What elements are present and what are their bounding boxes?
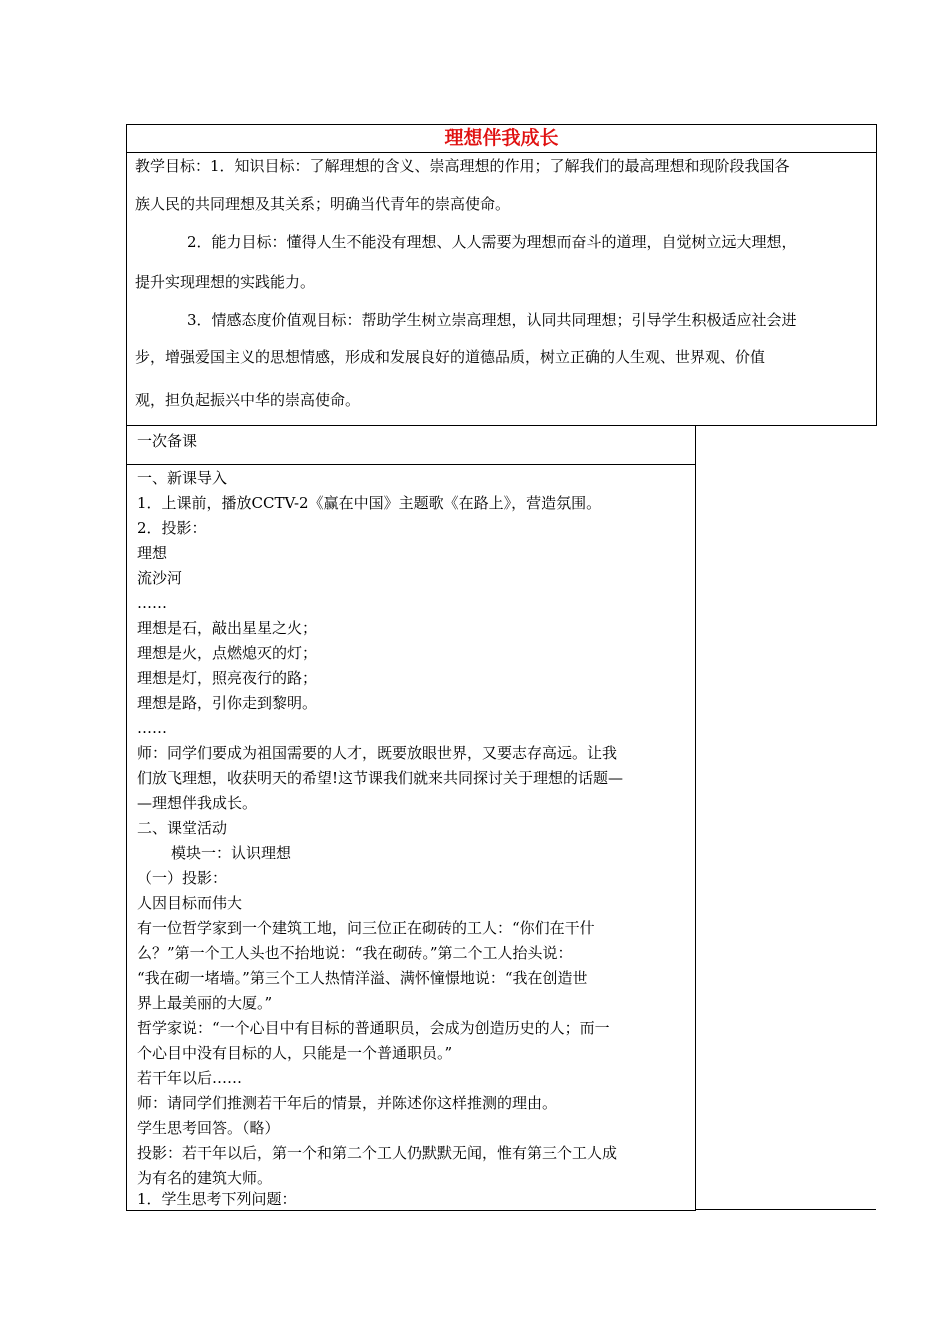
body-line: ……: [137, 719, 167, 737]
body-line: ……: [137, 594, 167, 612]
section-divider: [127, 464, 695, 465]
body-line: 界上最美丽的大厦。”: [137, 994, 273, 1012]
objective-line: 观，担负起振兴中华的崇高使命。: [135, 391, 361, 409]
body-line: 有一位哲学家到一个建筑工地，问三位正在砌砖的工人：“你们在干什: [137, 919, 595, 937]
body-line: 理想: [137, 544, 168, 562]
objectives-table: [126, 124, 877, 426]
body-line: 理想是火，点燃熄灭的灯；: [137, 644, 318, 662]
objective-line: 2．能力目标：懂得人生不能没有理想、人人需要为理想而奋斗的道理，自觉树立远大理想，: [187, 233, 797, 251]
body-line: 流沙河: [137, 569, 183, 587]
objective-line: 步，增强爱国主义的思想情感，形成和发展良好的道德品质，树立正确的人生观、世界观、价值: [135, 348, 766, 366]
body-line: 2．投影：: [137, 519, 207, 537]
objective-line: 族人民的共同理想及其关系；明确当代青年的崇高使命。: [135, 195, 511, 213]
objective-line: 教学目标：1．知识目标：了解理想的含义、崇高理想的作用；了解我们的最高理想和现阶段我国各: [135, 157, 790, 175]
body-line: “我在砌一堵墙。”第三个工人热情洋溢、满怀憧憬地说：“我在创造世: [137, 969, 588, 987]
body-line: 师：请同学们推测若干年后的情景，并陈述你这样推测的理由。: [137, 1094, 558, 1112]
right-column-bottom-border: [695, 1209, 876, 1210]
body-line: 1．上课前，播放CCTV-2《赢在中国》主题歌《在路上》，营造氛围。: [137, 494, 602, 512]
body-line: 学生思考回答。（略）: [137, 1119, 280, 1137]
body-line: 师：同学们要成为祖国需要的人才，既要放眼世界，又要志存高远。让我: [137, 744, 618, 762]
body-line: 二、课堂活动: [137, 819, 228, 837]
lesson-column: [126, 425, 696, 1211]
body-line: 个心目中没有目标的人，只能是一个普通职员。”: [137, 1044, 453, 1062]
body-line: 理想是石，敲出星星之火；: [137, 619, 318, 637]
body-line: 为有名的建筑大师。: [137, 1169, 273, 1187]
section-label: 一次备课: [137, 432, 198, 450]
body-line: 哲学家说：“一个心目中有目标的普通职员，会成为创造历史的人；而一: [137, 1019, 610, 1037]
page-title: 理想伴我成长: [444, 127, 559, 149]
body-line: 1．学生思考下列问题：: [137, 1190, 297, 1208]
body-line: 们放飞理想，收获明天的希望!这节课我们就来共同探讨关于理想的话题—: [137, 769, 624, 787]
body-line: 投影：若干年以后，第一个和第二个工人仍默默无闻，惟有第三个工人成: [137, 1144, 618, 1162]
objective-line: 3．情感态度价值观目标：帮助学生树立崇高理想，认同共同理想；引导学生积极适应社会进: [187, 311, 797, 329]
body-line: 人因目标而伟大: [137, 894, 243, 912]
body-line: 理想是灯，照亮夜行的路；: [137, 669, 318, 687]
body-line: 理想是路，引你走到黎明。: [137, 694, 318, 712]
body-line: 么？”第一个工人头也不抬地说：“我在砌砖。”第二个工人抬头说：: [137, 944, 573, 962]
objective-line: 提升实现理想的实践能力。: [135, 273, 316, 291]
body-line: （一）投影：: [137, 869, 228, 887]
body-line: 若干年以后……: [137, 1069, 243, 1087]
title-divider: [127, 152, 876, 153]
body-line: —理想伴我成长。: [137, 794, 258, 812]
body-line: 模块一：认识理想: [171, 844, 292, 862]
body-line: 一、新课导入: [137, 469, 228, 487]
